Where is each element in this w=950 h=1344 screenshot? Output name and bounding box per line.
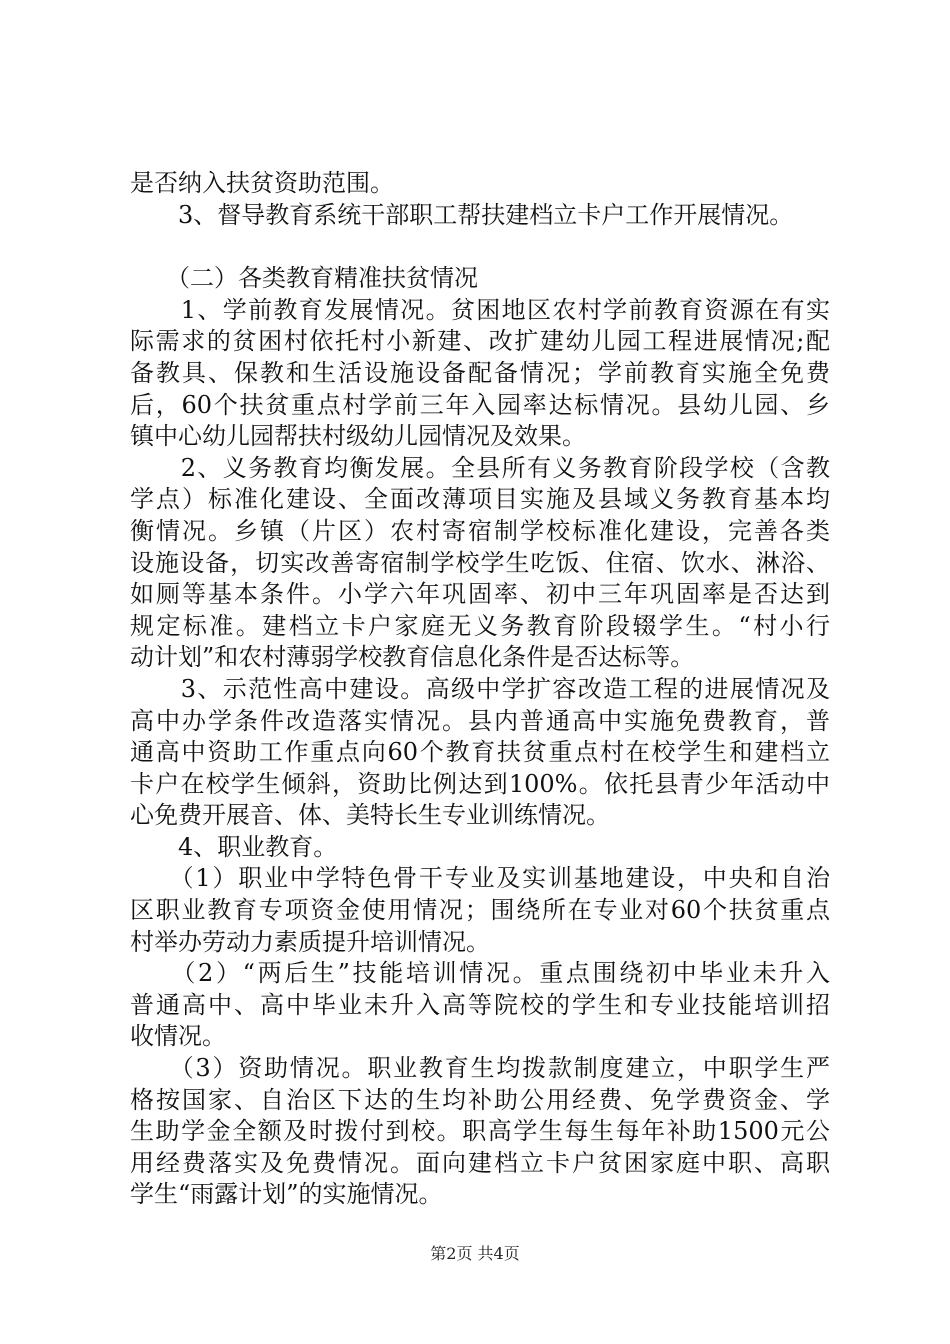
text-line: （3）资助情况。职业教育生均拨款制度建立，中职学生严 <box>130 1054 830 1083</box>
text-line: 是否纳入扶贫资助范围。 <box>130 169 394 197</box>
paragraph <box>130 1053 830 1211</box>
text-line: 村举办劳动力素质提升培训情况。 <box>130 927 490 956</box>
text-line: 高中办学条件改造落实情况。县内普通高中实施免费教育，普 <box>130 706 830 735</box>
paragraph-gap <box>130 231 830 263</box>
text-line: 收情况。 <box>130 1022 226 1051</box>
text-line: 后，60个扶贫重点村学前三年入园率达标情况。县幼儿园、乡 <box>130 390 830 419</box>
paragraph <box>130 453 830 674</box>
paragraph <box>130 263 830 295</box>
text-line: 卡户在校学生倾斜，资助比例达到100%。依托县青少年活动中 <box>130 769 830 798</box>
text-line: 衡情况。乡镇（片区）农村寄宿制学校标准化建设，完善各类 <box>130 516 830 545</box>
text-line: 区职业教育专项资金使用情况；围绕所在专业对60个扶贫重点 <box>130 896 830 925</box>
text-line: （2）“两后生”技能培训情况。重点围绕初中毕业未升入 <box>130 959 830 988</box>
document-body <box>130 168 830 1211</box>
text-line: 3、示范性高中建设。高级中学扩容改造工程的进展情况及 <box>130 674 830 703</box>
text-line: 2、义务教育均衡发展。全县所有义务教育阶段学校（含教 <box>130 453 830 482</box>
text-line: 设施设备，切实改善寄宿制学校学生吃饭、住宿、饮水、淋浴、 <box>130 548 830 577</box>
text-line: 普通高中、高中毕业未升入高等院校的学生和专业技能培训招 <box>130 990 830 1019</box>
text-line: 镇中心幼儿园帮扶村级幼儿园情况及效果。 <box>130 422 586 451</box>
text-line: 1、学前教育发展情况。贫困地区农村学前教育资源在有实 <box>130 295 830 324</box>
text-line: 规定标准。建档立卡户家庭无义务教育阶段辍学生。“村小行 <box>130 611 830 640</box>
paragraph <box>130 674 830 832</box>
text-line: 生助学金全额及时拨付到校。职高学生每生每年补助1500元公 <box>130 1117 830 1146</box>
paragraph <box>130 200 830 232</box>
paragraph <box>130 168 830 200</box>
page-footer: 第2页 共4页 <box>430 1244 520 1263</box>
text-line: 4、职业教育。 <box>130 832 338 861</box>
text-line: （1）职业中学特色骨干专业及实训基地建设，中央和自治 <box>130 864 830 893</box>
text-line: 如厕等基本条件。小学六年巩固率、初中三年巩固率是否达到 <box>130 580 830 609</box>
text-line: 心免费开展音、体、美特长生专业训练情况。 <box>130 801 610 830</box>
text-line: 学生“雨露计划”的实施情况。 <box>130 1180 443 1209</box>
text-line: 格按国家、自治区下达的生均补助公用经费、免学费资金、学 <box>130 1085 830 1114</box>
text-line: 通高中资助工作重点向60个教育扶贫重点村在校学生和建档立 <box>130 738 830 767</box>
paragraph <box>130 832 830 864</box>
text-line: 备教具、保教和生活设施设备配备情况；学前教育实施全免费 <box>130 358 830 387</box>
paragraph <box>130 295 830 453</box>
paragraph <box>130 863 830 958</box>
paragraph <box>130 958 830 1053</box>
text-line: 用经费落实及免费情况。面向建档立卡户贫困家庭中职、高职 <box>130 1148 830 1177</box>
text-line: （二）各类教育精准扶贫情况 <box>130 264 478 293</box>
text-line: 际需求的贫困村依托村小新建、改扩建幼儿园工程进展情况;配 <box>130 327 830 356</box>
text-line: 学点）标准化建设、全面改薄项目实施及县域义务教育基本均 <box>130 485 830 514</box>
text-line: 3、督导教育系统干部职工帮扶建档立卡户工作开展情况。 <box>130 200 794 229</box>
text-line: 动计划”和农村薄弱学校教育信息化条件是否达标等。 <box>130 643 695 672</box>
